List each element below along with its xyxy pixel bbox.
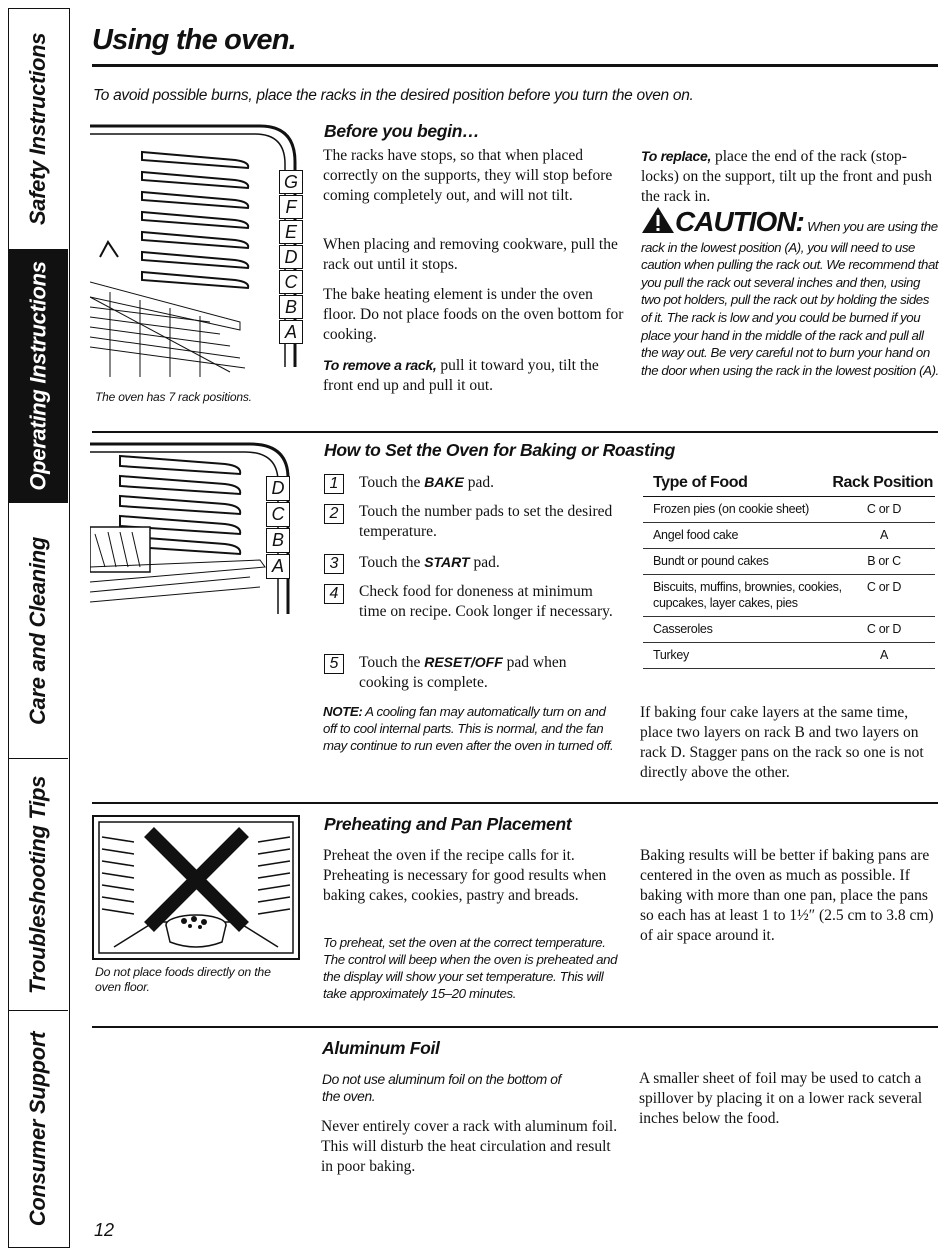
oven-racks-illustration xyxy=(90,122,308,380)
table-header xyxy=(643,474,935,497)
step-text: Touch the number pads to set the desired temperature. xyxy=(359,503,613,540)
step-2 xyxy=(324,502,624,547)
step-4 xyxy=(324,582,624,647)
oven-floor-warning-illustration xyxy=(92,815,300,960)
rack-label: G xyxy=(279,170,303,194)
step-number: 5 xyxy=(324,654,344,674)
warning-triangle-icon xyxy=(641,206,675,239)
rack-label: D xyxy=(266,476,290,501)
preheating-heading: Preheating and Pan Placement xyxy=(324,814,572,834)
section-divider xyxy=(92,1026,938,1028)
rack-position-table xyxy=(643,474,935,669)
foil-paragraph-2: A smaller sheet of foil may be used to catch a spillover by placing it on a lower rack several inches below the food. xyxy=(639,1070,923,1127)
rack-label: F xyxy=(279,195,303,219)
cooling-fan-note xyxy=(323,703,615,754)
caution-title: CAUTION: xyxy=(675,206,804,237)
step-number: 3 xyxy=(324,554,344,574)
preheat-note: To preheat, set the oven at the correct temperature. The control will beep when the oven is preheated and the display will show your set temperature. This will take approximately 15–20 minutes. xyxy=(323,935,618,1001)
foil-note: Do not use aluminum foil on the bottom of the oven. xyxy=(322,1072,561,1104)
page-title: Using the oven. xyxy=(92,24,296,56)
table-row: Frozen pies (on cookie sheet) C or D xyxy=(643,497,935,523)
remove-rack-text: pull it toward you, tilt the front end up and pull it out. xyxy=(323,357,599,394)
table-row: Turkey A xyxy=(643,643,935,669)
table-row: Angel food cake A xyxy=(643,523,935,549)
tab-operating-instructions[interactable]: Operating Instructions xyxy=(9,250,68,503)
step-text: Check food for doneness at minimum time on recipe. Cook longer if necessary. xyxy=(359,583,613,620)
before-paragraph-2: When placing and removing cookware, pull the rack out until it stops. xyxy=(323,236,618,273)
rack-letter-labels-7 xyxy=(279,170,303,344)
rack-label: D xyxy=(279,245,303,269)
table-row: Bundt or pound cakes B or C xyxy=(643,549,935,575)
step-text: Touch the RESET/OFF pad when cooking is complete. xyxy=(359,654,567,691)
replace-rack-lead: To replace, xyxy=(641,148,712,164)
step-1 xyxy=(324,472,624,502)
racks-caption: The oven has 7 rack positions. xyxy=(95,390,252,404)
note-lead: NOTE: xyxy=(323,704,363,719)
tab-safety-instructions[interactable]: Safety Instructions xyxy=(9,9,68,250)
bake-heading: How to Set the Oven for Baking or Roasting xyxy=(324,440,676,460)
replace-rack-paragraph xyxy=(641,146,939,207)
preheat-paragraph-1: Preheat the oven if the recipe calls for it. Preheating is necessary for good results when baking cakes, cookies, pastry and breads. xyxy=(323,847,607,904)
section-divider xyxy=(92,802,938,804)
section-divider xyxy=(92,431,938,433)
page-number: 12 xyxy=(94,1220,115,1240)
col-type-of-food: Type of Food xyxy=(653,474,748,491)
intro-text: To avoid possible burns, place the racks in the desired position before you turn the oven on. xyxy=(93,87,694,104)
caution-block xyxy=(641,206,939,379)
tab-care-and-cleaning[interactable]: Care and Cleaning xyxy=(9,503,68,759)
table-row: Biscuits, muffins, brownies, cookies, cupcakes, layer cakes, pies C or D xyxy=(643,575,935,617)
rack-label: B xyxy=(279,295,303,319)
col-rack-position: Rack Position xyxy=(832,474,933,491)
step-number: 2 xyxy=(324,504,344,524)
remove-rack-paragraph xyxy=(323,355,628,396)
rack-label: C xyxy=(266,502,290,527)
step-number: 4 xyxy=(324,584,344,604)
step-text: Touch the BAKE pad. xyxy=(359,474,495,491)
rack-label: A xyxy=(266,554,290,579)
step-5 xyxy=(324,652,624,697)
step-3 xyxy=(324,552,624,582)
rack-label: A xyxy=(279,320,303,344)
pan-placement-paragraph: Baking results will be better if baking pans are centered in the oven as much as possible. If baking with more than one pan, place the pans so each has at least 1 to 1½″ (2.5 cm to 3.8 cm) of air space around it. xyxy=(640,847,934,944)
step-text: Touch the START pad. xyxy=(359,554,500,571)
remove-rack-lead: To remove a rack, xyxy=(323,357,437,373)
caution-text: When you are using the rack in the lowest position (A), you will need to use caution when pulling the rack out. We recommend that you pull the rack out several inches and then, using two pot holders, pull the rack out by holding the sides of it. The rack is low and you could be burned if you place your hand in the middle of the rack and pull all the way out. Be very careful not to burn your hand on the door when using the rack in the lowest position (A). xyxy=(641,219,939,378)
tab-troubleshooting-tips[interactable]: Troubleshooting Tips xyxy=(9,759,68,1011)
replace-rack-text: place the end of the rack (stop-locks) on the support, tilt up the front and push the rack in. xyxy=(641,148,933,205)
rack-label: B xyxy=(266,528,290,553)
before-you-begin-heading: Before you begin… xyxy=(324,121,480,141)
tab-consumer-support[interactable]: Consumer Support xyxy=(25,1031,51,1227)
oven-floor-caption: Do not place foods directly on the oven floor. xyxy=(95,965,271,994)
aluminum-foil-heading: Aluminum Foil xyxy=(322,1038,440,1058)
rack-letter-labels-4 xyxy=(266,476,290,579)
sidebar-tabs xyxy=(8,8,70,1248)
note-text: A cooling fan may automatically turn on and off to cool internal parts. This is normal, and the fan may continue to run even after the oven in turned off. xyxy=(323,704,614,753)
title-rule xyxy=(92,64,938,67)
four-layers-paragraph: If baking four cake layers at the same time, place two layers on rack B and two layers on rack D. Stagger pans on the rack so one is not directly above the other. xyxy=(640,704,924,781)
before-paragraph-1: The racks have stops, so that when placed correctly on the supports, they will stop before coming completely out, and will not tilt. xyxy=(323,147,613,204)
step-number: 1 xyxy=(324,474,344,494)
rack-label: E xyxy=(279,220,303,244)
before-paragraph-3: The bake heating element is under the oven floor. Do not place foods on the oven bottom for cooking. xyxy=(323,286,624,343)
rack-label: C xyxy=(279,270,303,294)
table-row: Casseroles C or D xyxy=(643,617,935,643)
foil-paragraph-1: Never entirely cover a rack with aluminum foil. This will disturb the heat circulation and result in poor baking. xyxy=(321,1118,618,1175)
